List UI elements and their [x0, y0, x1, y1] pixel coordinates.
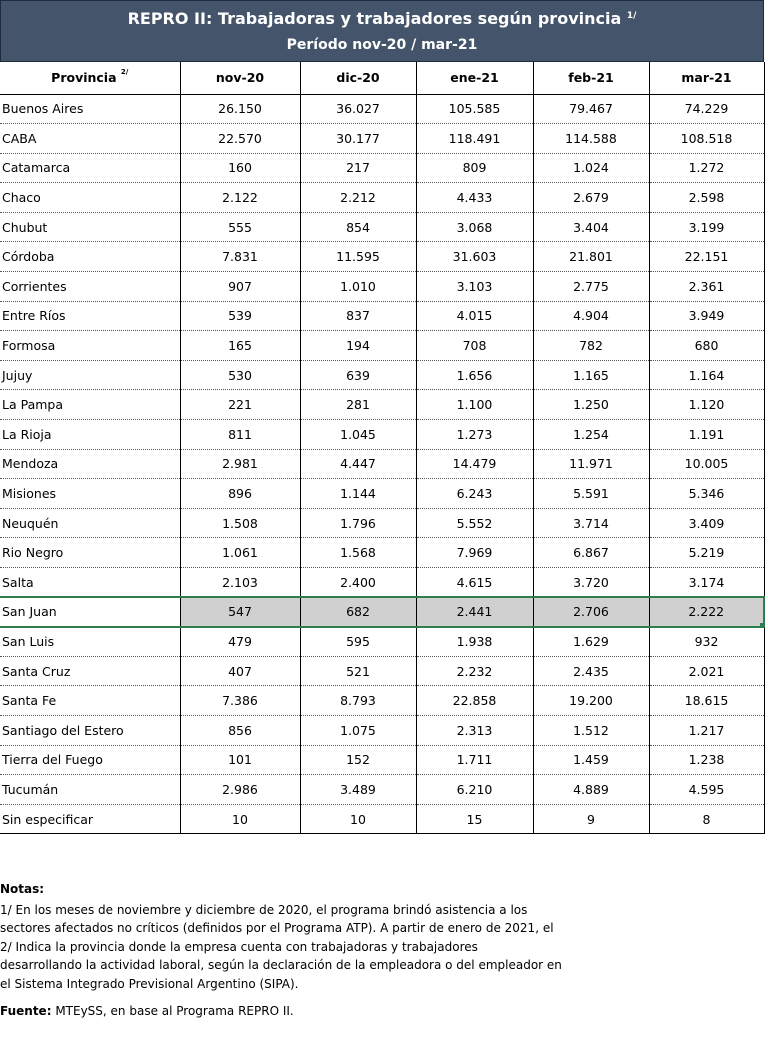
table-row [0, 775, 764, 805]
table-row [0, 301, 764, 331]
cell-value[interactable]: 1.512 [533, 715, 649, 745]
cell-value[interactable]: 105.585 [416, 94, 533, 124]
cell-value[interactable]: 2.232 [416, 656, 533, 686]
note-line: desarrollando la actividad laboral, según la declaración de la empleadora o del empleador en [0, 958, 562, 972]
cell-value[interactable]: 4.889 [533, 775, 649, 805]
cell-value[interactable]: 217 [300, 153, 416, 183]
table-row [0, 331, 764, 361]
table-title-text: REPRO II: Trabajadoras y trabajadores según provincia [127, 9, 622, 28]
cell-value[interactable]: 1.273 [416, 420, 533, 450]
table-row [0, 715, 764, 745]
cell-value[interactable]: 194 [300, 331, 416, 361]
cell-province[interactable]: Salta [0, 568, 180, 598]
cell-value[interactable]: 3.949 [649, 301, 764, 331]
cell-value[interactable]: 2.400 [300, 568, 416, 598]
cell-value[interactable]: 10.005 [649, 449, 764, 479]
cell-value[interactable]: 101 [180, 745, 300, 775]
cell-value[interactable]: 18.615 [649, 686, 764, 716]
header-footnote-ref: 2/ [120, 68, 129, 77]
cell-value[interactable]: 6.243 [416, 479, 533, 509]
cell-province[interactable]: Catamarca [0, 153, 180, 183]
cell-province[interactable]: Buenos Aires [0, 94, 180, 124]
cell-value[interactable]: 2.212 [300, 183, 416, 213]
cell-value[interactable]: 31.603 [416, 242, 533, 272]
cell-value[interactable]: 3.409 [649, 508, 764, 538]
selection-fill-handle[interactable] [760, 623, 765, 628]
cell-value[interactable]: 3.199 [649, 212, 764, 242]
cell-value[interactable]: 4.015 [416, 301, 533, 331]
cell-province[interactable]: Tierra del Fuego [0, 745, 180, 775]
cell-value[interactable]: 837 [300, 301, 416, 331]
cell-value[interactable]: 1.938 [416, 627, 533, 657]
cell-value[interactable]: 479 [180, 627, 300, 657]
cell-value[interactable]: 1.164 [649, 360, 764, 390]
table-row [0, 124, 764, 154]
cell-value[interactable]: 221 [180, 390, 300, 420]
notes-section [0, 880, 760, 1021]
title-bar[interactable] [0, 0, 764, 62]
cell-province[interactable]: Sin especificar [0, 804, 180, 834]
cell-value[interactable]: 1.191 [649, 420, 764, 450]
cell-province[interactable]: Misiones [0, 479, 180, 509]
cell-province[interactable]: San Juan [0, 597, 180, 627]
cell-value[interactable]: 152 [300, 745, 416, 775]
cell-value[interactable]: 160 [180, 153, 300, 183]
cell-value[interactable]: 36.027 [300, 94, 416, 124]
cell-province[interactable]: Chaco [0, 183, 180, 213]
cell-value[interactable]: 595 [300, 627, 416, 657]
cell-value[interactable]: 3.720 [533, 568, 649, 598]
cell-value[interactable]: 165 [180, 331, 300, 361]
cell-province[interactable]: Tucumán [0, 775, 180, 805]
cell-value[interactable]: 4.433 [416, 183, 533, 213]
cell-province[interactable]: Córdoba [0, 242, 180, 272]
cell-value[interactable]: 11.971 [533, 449, 649, 479]
cell-value[interactable]: 708 [416, 331, 533, 361]
cell-value[interactable]: 3.068 [416, 212, 533, 242]
cell-value[interactable]: 6.210 [416, 775, 533, 805]
cell-value[interactable]: 4.595 [649, 775, 764, 805]
cell-value[interactable]: 1.508 [180, 508, 300, 538]
cell-value[interactable]: 3.404 [533, 212, 649, 242]
cell-value[interactable]: 2.435 [533, 656, 649, 686]
cell-value[interactable]: 1.459 [533, 745, 649, 775]
cell-value[interactable]: 22.151 [649, 242, 764, 272]
cell-value[interactable]: 1.061 [180, 538, 300, 568]
cell-value[interactable]: 114.588 [533, 124, 649, 154]
note-line: sectores afectados no críticos (definidos por el Programa ATP). A partir de enero de 2021, el [0, 921, 554, 935]
cell-value[interactable]: 682 [300, 597, 416, 627]
table-row [0, 568, 764, 598]
table-row [0, 745, 764, 775]
cell-value[interactable]: 10 [300, 804, 416, 834]
header-cell-month[interactable]: nov-20 [180, 62, 300, 94]
cell-value[interactable]: 1.144 [300, 479, 416, 509]
cell-value[interactable]: 2.222 [649, 597, 764, 627]
cell-value[interactable]: 7.831 [180, 242, 300, 272]
table-row [0, 212, 764, 242]
cell-value[interactable]: 555 [180, 212, 300, 242]
table-body [0, 94, 764, 834]
table-row [0, 390, 764, 420]
cell-value[interactable]: 2.598 [649, 183, 764, 213]
cell-value[interactable]: 8.793 [300, 686, 416, 716]
cell-value[interactable]: 74.229 [649, 94, 764, 124]
cell-value[interactable]: 856 [180, 715, 300, 745]
cell-value[interactable]: 22.570 [180, 124, 300, 154]
cell-value[interactable]: 1.165 [533, 360, 649, 390]
cell-value[interactable]: 2.981 [180, 449, 300, 479]
title-footnote-ref: 1/ [626, 11, 637, 21]
cell-value[interactable]: 1.656 [416, 360, 533, 390]
cell-value[interactable]: 547 [180, 597, 300, 627]
cell-value[interactable]: 811 [180, 420, 300, 450]
table-row [0, 153, 764, 183]
header-row [0, 62, 764, 94]
cell-province[interactable]: CABA [0, 124, 180, 154]
cell-value[interactable]: 10 [180, 804, 300, 834]
cell-value[interactable]: 3.103 [416, 272, 533, 302]
cell-value[interactable]: 1.568 [300, 538, 416, 568]
table-row [0, 627, 764, 657]
cell-value[interactable]: 896 [180, 479, 300, 509]
cell-value[interactable]: 1.272 [649, 153, 764, 183]
header-cell-month[interactable]: dic-20 [300, 62, 416, 94]
cell-province[interactable]: Mendoza [0, 449, 180, 479]
cell-value[interactable]: 3.174 [649, 568, 764, 598]
cell-value[interactable]: 2.679 [533, 183, 649, 213]
note-line: 1/ En los meses de noviembre y diciembre de 2020, el programa brindó asistencia a los [0, 902, 528, 917]
cell-value[interactable]: 1.024 [533, 153, 649, 183]
header-cell-month[interactable]: feb-21 [533, 62, 649, 94]
cell-value[interactable]: 809 [416, 153, 533, 183]
cell-value[interactable]: 9 [533, 804, 649, 834]
notes-title: Notas: [0, 882, 45, 896]
cell-value[interactable]: 3.489 [300, 775, 416, 805]
cell-value[interactable]: 79.467 [533, 94, 649, 124]
cell-value[interactable]: 1.075 [300, 715, 416, 745]
cell-value[interactable]: 11.595 [300, 242, 416, 272]
cell-value[interactable]: 2.706 [533, 597, 649, 627]
cell-province[interactable]: Formosa [0, 331, 180, 361]
table-row [0, 420, 764, 450]
cell-value[interactable]: 4.447 [300, 449, 416, 479]
cell-value[interactable]: 539 [180, 301, 300, 331]
cell-value[interactable]: 3.714 [533, 508, 649, 538]
cell-value[interactable]: 1.711 [416, 745, 533, 775]
cell-value[interactable]: 932 [649, 627, 764, 657]
cell-value[interactable]: 7.969 [416, 538, 533, 568]
cell-value[interactable]: 2.361 [649, 272, 764, 302]
cell-province[interactable]: Chubut [0, 212, 180, 242]
cell-province[interactable]: Neuquén [0, 508, 180, 538]
cell-value[interactable]: 1.100 [416, 390, 533, 420]
table-row [0, 242, 764, 272]
cell-value[interactable]: 6.867 [533, 538, 649, 568]
note-line: 2/ Indica la provincia donde la empresa cuenta con trabajadoras y trabajadores [0, 939, 478, 954]
cell-value[interactable]: 639 [300, 360, 416, 390]
cell-value[interactable]: 2.986 [180, 775, 300, 805]
cell-value[interactable]: 907 [180, 272, 300, 302]
header-cell-month[interactable]: mar-21 [649, 62, 764, 94]
header-province-label: Provincia [51, 70, 117, 86]
cell-value[interactable]: 22.858 [416, 686, 533, 716]
cell-value[interactable]: 4.904 [533, 301, 649, 331]
cell-value[interactable]: 2.775 [533, 272, 649, 302]
cell-value[interactable]: 530 [180, 360, 300, 390]
cell-value[interactable]: 7.386 [180, 686, 300, 716]
table-period: Período nov-20 / mar-21 [286, 37, 478, 53]
cell-value[interactable]: 1.217 [649, 715, 764, 745]
cell-value[interactable]: 5.591 [533, 479, 649, 509]
cell-province[interactable]: Rio Negro [0, 538, 180, 568]
table-row [0, 272, 764, 302]
source-text: MTEySS, en base al Programa REPRO II. [51, 1004, 294, 1018]
data-table [0, 62, 765, 834]
cell-value[interactable]: 14.479 [416, 449, 533, 479]
table-row [0, 479, 764, 509]
cell-province[interactable]: La Rioja [0, 420, 180, 450]
cell-province[interactable]: Santa Fe [0, 686, 180, 716]
table-title [1, 1, 763, 28]
cell-province[interactable]: Corrientes [0, 272, 180, 302]
cell-province[interactable]: La Pampa [0, 390, 180, 420]
cell-value[interactable]: 1.250 [533, 390, 649, 420]
cell-value[interactable]: 521 [300, 656, 416, 686]
header-cell-month[interactable]: ene-21 [416, 62, 533, 94]
cell-value[interactable]: 1.045 [300, 420, 416, 450]
cell-value[interactable]: 2.021 [649, 656, 764, 686]
table-row [0, 597, 764, 627]
cell-value[interactable]: 2.441 [416, 597, 533, 627]
cell-value[interactable]: 1.238 [649, 745, 764, 775]
table-row [0, 538, 764, 568]
table-row [0, 94, 764, 124]
cell-value[interactable]: 407 [180, 656, 300, 686]
cell-province[interactable]: San Luis [0, 627, 180, 657]
cell-value[interactable]: 1.629 [533, 627, 649, 657]
table-row [0, 804, 764, 834]
table-row [0, 360, 764, 390]
cell-value[interactable]: 854 [300, 212, 416, 242]
cell-value[interactable]: 782 [533, 331, 649, 361]
cell-value[interactable]: 15 [416, 804, 533, 834]
note-line: el Sistema Integrado Previsional Argentino (SIPA). [0, 976, 299, 991]
cell-value[interactable]: 1.120 [649, 390, 764, 420]
cell-value[interactable]: 1.796 [300, 508, 416, 538]
cell-value[interactable]: 1.254 [533, 420, 649, 450]
source-line [0, 1002, 760, 1021]
cell-value[interactable]: 8 [649, 804, 764, 834]
table-row [0, 508, 764, 538]
cell-value[interactable]: 19.200 [533, 686, 649, 716]
cell-value[interactable]: 26.150 [180, 94, 300, 124]
cell-value[interactable]: 21.801 [533, 242, 649, 272]
table-row [0, 656, 764, 686]
cell-value[interactable]: 2.122 [180, 183, 300, 213]
table-row [0, 183, 764, 213]
cell-value[interactable]: 281 [300, 390, 416, 420]
table-row [0, 449, 764, 479]
cell-province[interactable]: Jujuy [0, 360, 180, 390]
cell-value[interactable]: 4.615 [416, 568, 533, 598]
source-label: Fuente: [0, 1004, 52, 1018]
table-row [0, 686, 764, 716]
cell-value[interactable]: 680 [649, 331, 764, 361]
cell-value[interactable]: 2.313 [416, 715, 533, 745]
cell-province[interactable]: Santa Cruz [0, 656, 180, 686]
cell-value[interactable]: 30.177 [300, 124, 416, 154]
cell-value[interactable]: 108.518 [649, 124, 764, 154]
cell-value[interactable]: 5.346 [649, 479, 764, 509]
cell-value[interactable]: 1.010 [300, 272, 416, 302]
cell-province[interactable]: Santiago del Estero [0, 715, 180, 745]
cell-province[interactable]: Entre Ríos [0, 301, 180, 331]
cell-value[interactable]: 5.219 [649, 538, 764, 568]
cell-value[interactable]: 2.103 [180, 568, 300, 598]
cell-value[interactable]: 118.491 [416, 124, 533, 154]
cell-value[interactable]: 5.552 [416, 508, 533, 538]
header-cell-province[interactable] [0, 62, 180, 94]
